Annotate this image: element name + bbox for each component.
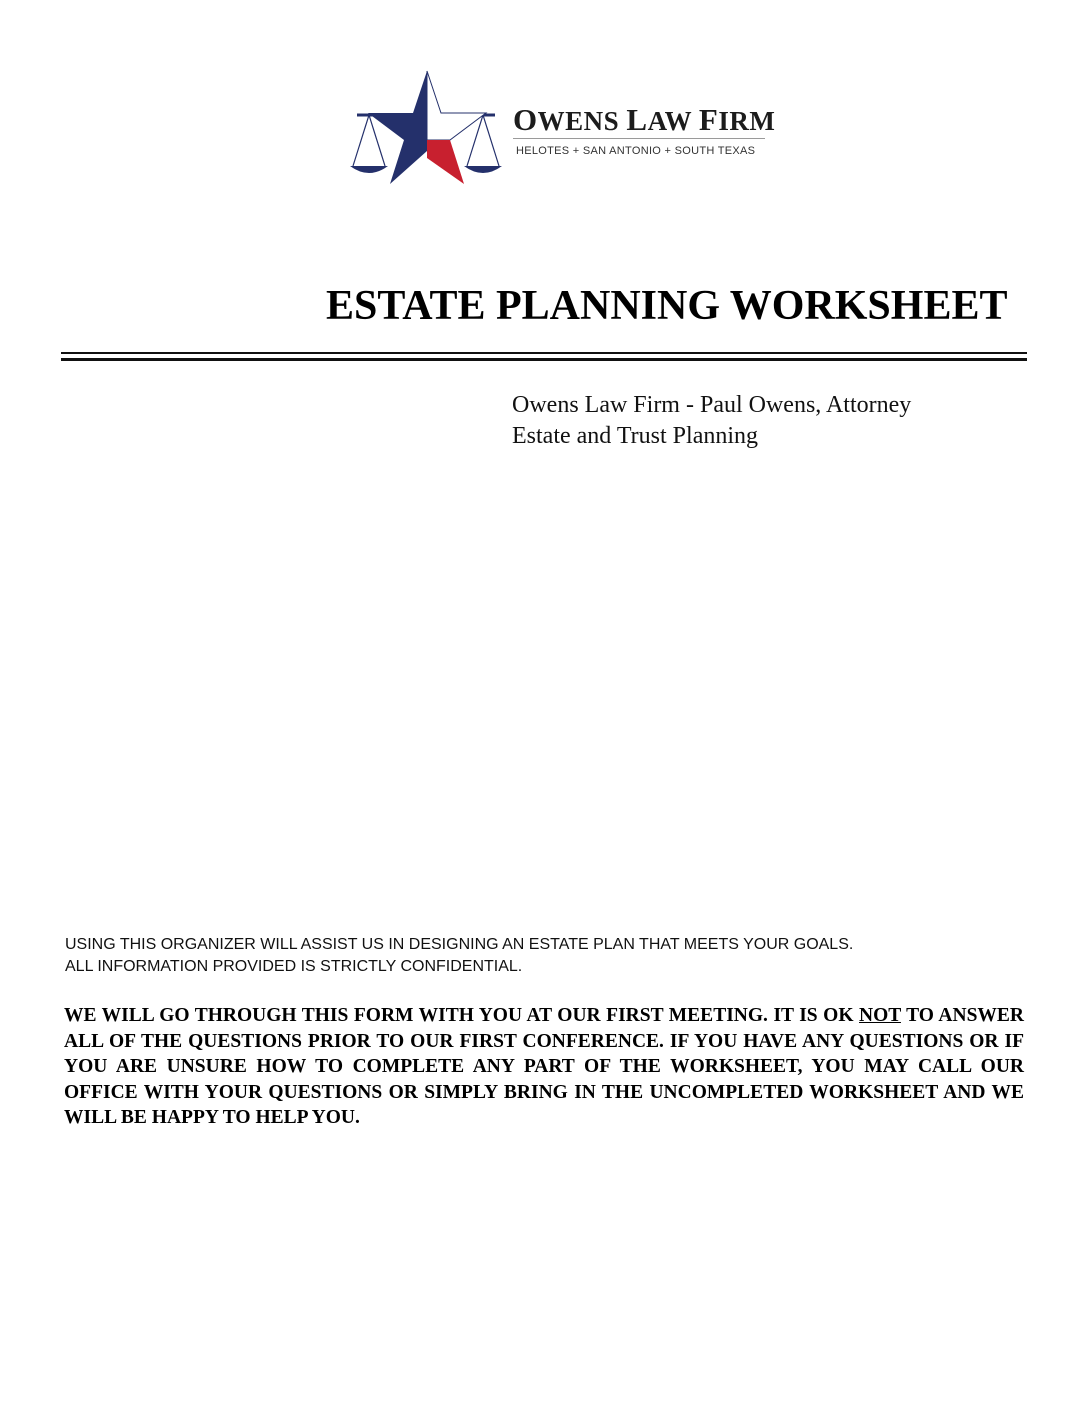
notice-line-2: ALL INFORMATION PROVIDED IS STRICTLY CONFIDENTIAL. bbox=[65, 958, 523, 975]
instructions-before: WE WILL GO THROUGH THIS FORM WITH YOU AT OUR FIRST MEETING. IT IS OK bbox=[64, 1005, 860, 1026]
firm-name-initial-o: O bbox=[513, 102, 538, 137]
instructions-emphasis: NOT bbox=[859, 1005, 901, 1026]
document-subtitle bbox=[512, 390, 911, 452]
title-rule-top bbox=[61, 352, 1027, 354]
firm-name-initial-l: L bbox=[626, 102, 648, 137]
firm-name-rest-aw: AW bbox=[647, 106, 692, 136]
subtitle-line-attorney: Owens Law Firm - Paul Owens, Attorney bbox=[512, 392, 912, 418]
star-scales-icon bbox=[345, 68, 505, 190]
subtitle-line-practice: Estate and Trust Planning bbox=[512, 423, 759, 449]
firm-tagline: HELOTES + SAN ANTONIO + SOUTH TEXAS bbox=[516, 145, 756, 157]
instructions-after: TO ANSWER ALL OF THE QUESTIONS PRIOR TO OUR FIRST CONFERENCE. IF YOU HAVE ANY QUESTIONS OR IF YOU ARE UNSURE HOW TO COMPLETE ANY PART OF THE WORKSHEET, YOU MAY CALL OUR OFFICE WITH YOUR QUESTIONS OR SIMPLY BRING IN THE UNCOMPLETED WORKSHEET AND WE WILL BE HAPPY TO HELP YOU. bbox=[64, 1005, 1024, 1128]
firm-logo bbox=[345, 68, 775, 190]
firm-name bbox=[513, 102, 775, 138]
title-rule-bottom bbox=[61, 358, 1027, 361]
firm-name-rest-wens: WENS bbox=[537, 106, 620, 136]
firm-name-initial-f: F bbox=[698, 102, 719, 137]
confidentiality-notice bbox=[65, 934, 853, 978]
logo-divider bbox=[513, 138, 765, 139]
document-title: ESTATE PLANNING WORKSHEET bbox=[326, 283, 1008, 329]
instructions-paragraph bbox=[64, 1003, 1024, 1131]
firm-name-rest-irm: IRM bbox=[718, 106, 776, 136]
notice-line-1: USING THIS ORGANIZER WILL ASSIST US IN DESIGNING AN ESTATE PLAN THAT MEETS YOUR GOALS. bbox=[65, 936, 854, 953]
